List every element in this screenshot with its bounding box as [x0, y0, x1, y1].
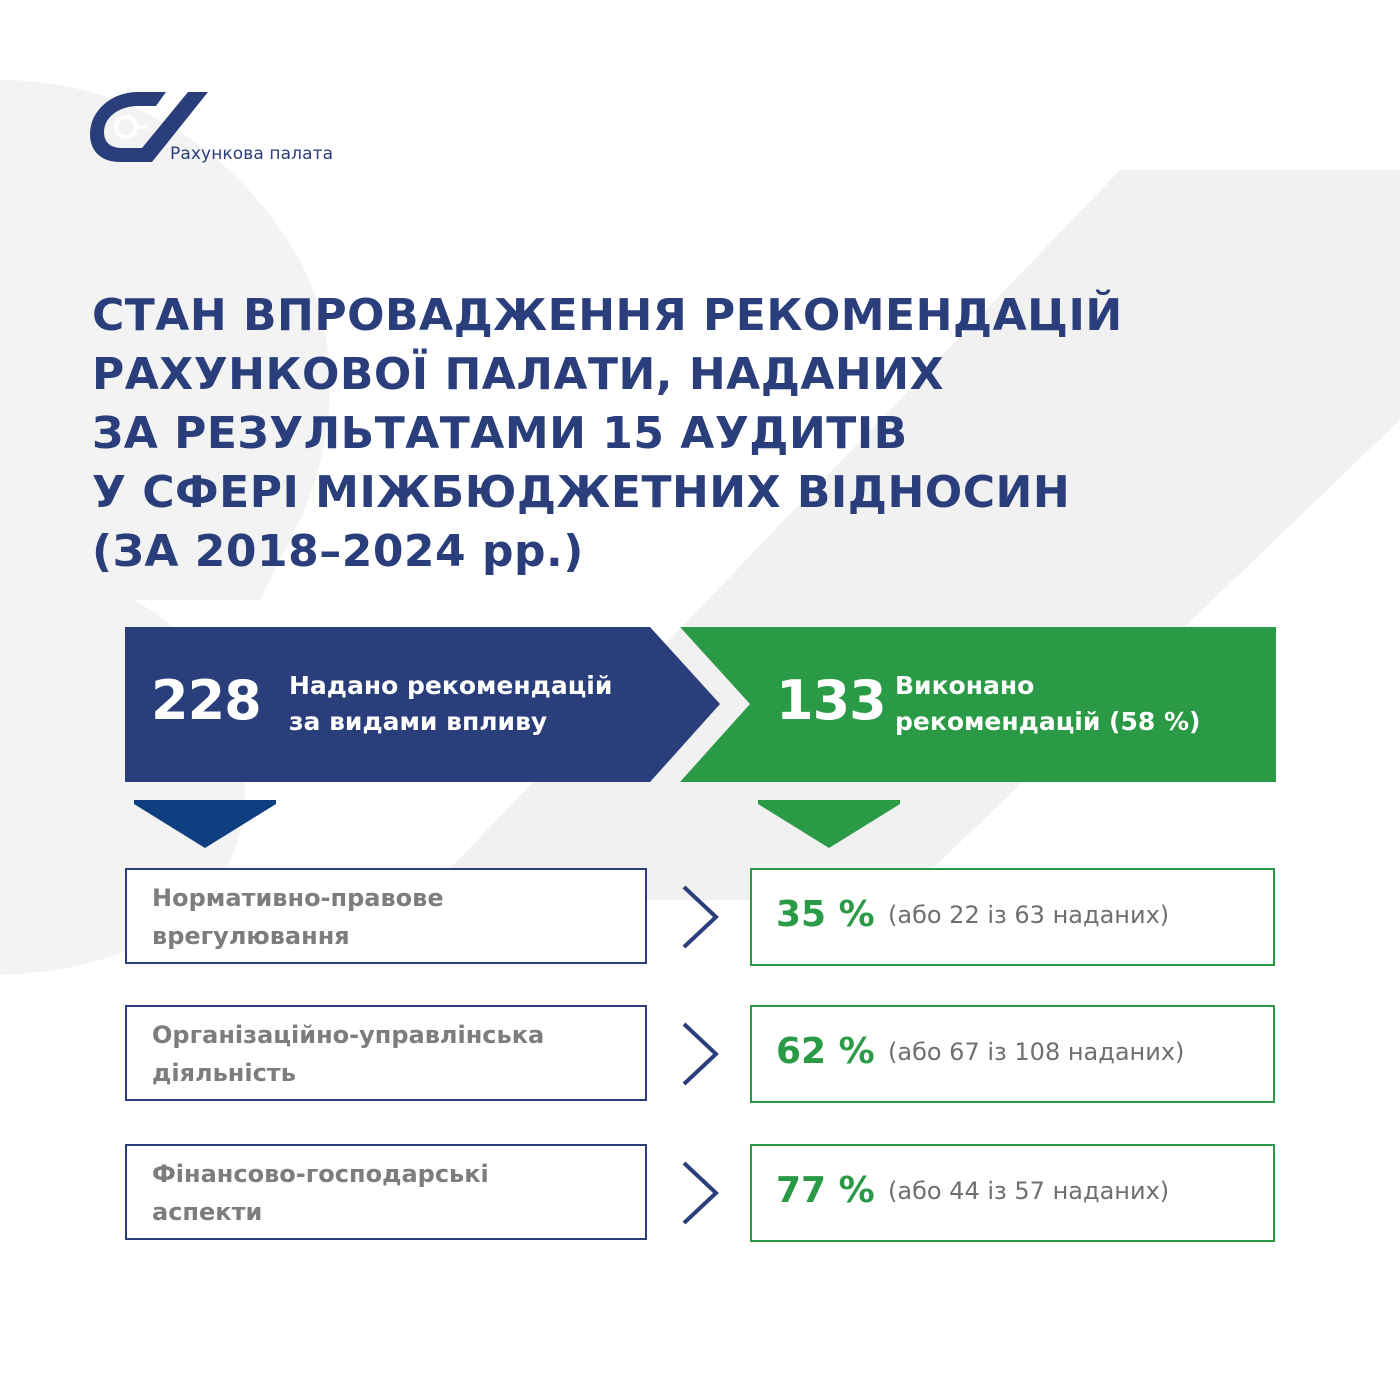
title-line: ЗА РЕЗУЛЬТАТАМИ 15 АУДИТІВ: [92, 408, 908, 459]
category-label: [152, 1155, 632, 1231]
label-line: Надано рекомендацій: [289, 671, 613, 700]
result-box: [750, 1005, 1275, 1103]
recommendations-done-label: [895, 668, 1200, 740]
label-line: Організаційно-управлінська: [152, 1021, 545, 1049]
label-line: Нормативно-правове: [152, 884, 444, 912]
chevron-right-icon: [680, 883, 722, 951]
result-detail: (або 22 із 63 наданих): [888, 901, 1170, 929]
title-line: У СФЕРІ МІЖБЮДЖЕТНИХ ВІДНОСИН: [92, 467, 1071, 518]
label-line: аспекти: [152, 1198, 263, 1226]
result-percent: 77 %: [776, 1170, 875, 1211]
result-detail: (або 67 із 108 наданих): [888, 1038, 1185, 1066]
chevron-right-icon: [680, 1159, 722, 1227]
result-detail: (або 44 із 57 наданих): [888, 1177, 1170, 1205]
navy-down-arrow-icon: [134, 800, 276, 850]
recommendations-given-label: [289, 668, 612, 740]
category-label: [152, 1016, 632, 1092]
label-line: Виконано: [895, 671, 1035, 700]
chevron-right-icon: [680, 1020, 722, 1088]
title-line: СТАН ВПРОВАДЖЕННЯ РЕКОМЕНДАЦІЙ: [92, 290, 1123, 341]
category-box: [125, 868, 647, 964]
category-box: [125, 1144, 647, 1240]
category-label: [152, 879, 632, 955]
label-line: врегулювання: [152, 922, 350, 950]
label-line: Фінансово-господарські: [152, 1160, 489, 1188]
logo: [90, 90, 390, 170]
recommendations-given-banner: [125, 627, 725, 782]
result-box: [750, 1144, 1275, 1242]
label-line: діяльність: [152, 1059, 296, 1087]
result-box: [750, 868, 1275, 966]
result-percent: 35 %: [776, 894, 875, 935]
label-line: за видами впливу: [289, 707, 548, 736]
recommendations-done-number: 133: [776, 669, 886, 732]
title-line: (ЗА 2018–2024 рр.): [92, 526, 584, 577]
green-down-arrow-icon: [758, 800, 900, 850]
page-title: [92, 286, 1332, 581]
recommendations-given-number: 228: [151, 669, 261, 732]
label-line: рекомендацій (58 %): [895, 707, 1201, 736]
recommendations-done-banner: [680, 627, 1280, 782]
title-line: РАХУНКОВОЇ ПАЛАТИ, НАДАНИХ: [92, 349, 945, 400]
result-percent: 62 %: [776, 1031, 875, 1072]
logo-org-name: Рахункова палата: [170, 144, 334, 164]
category-box: [125, 1005, 647, 1101]
